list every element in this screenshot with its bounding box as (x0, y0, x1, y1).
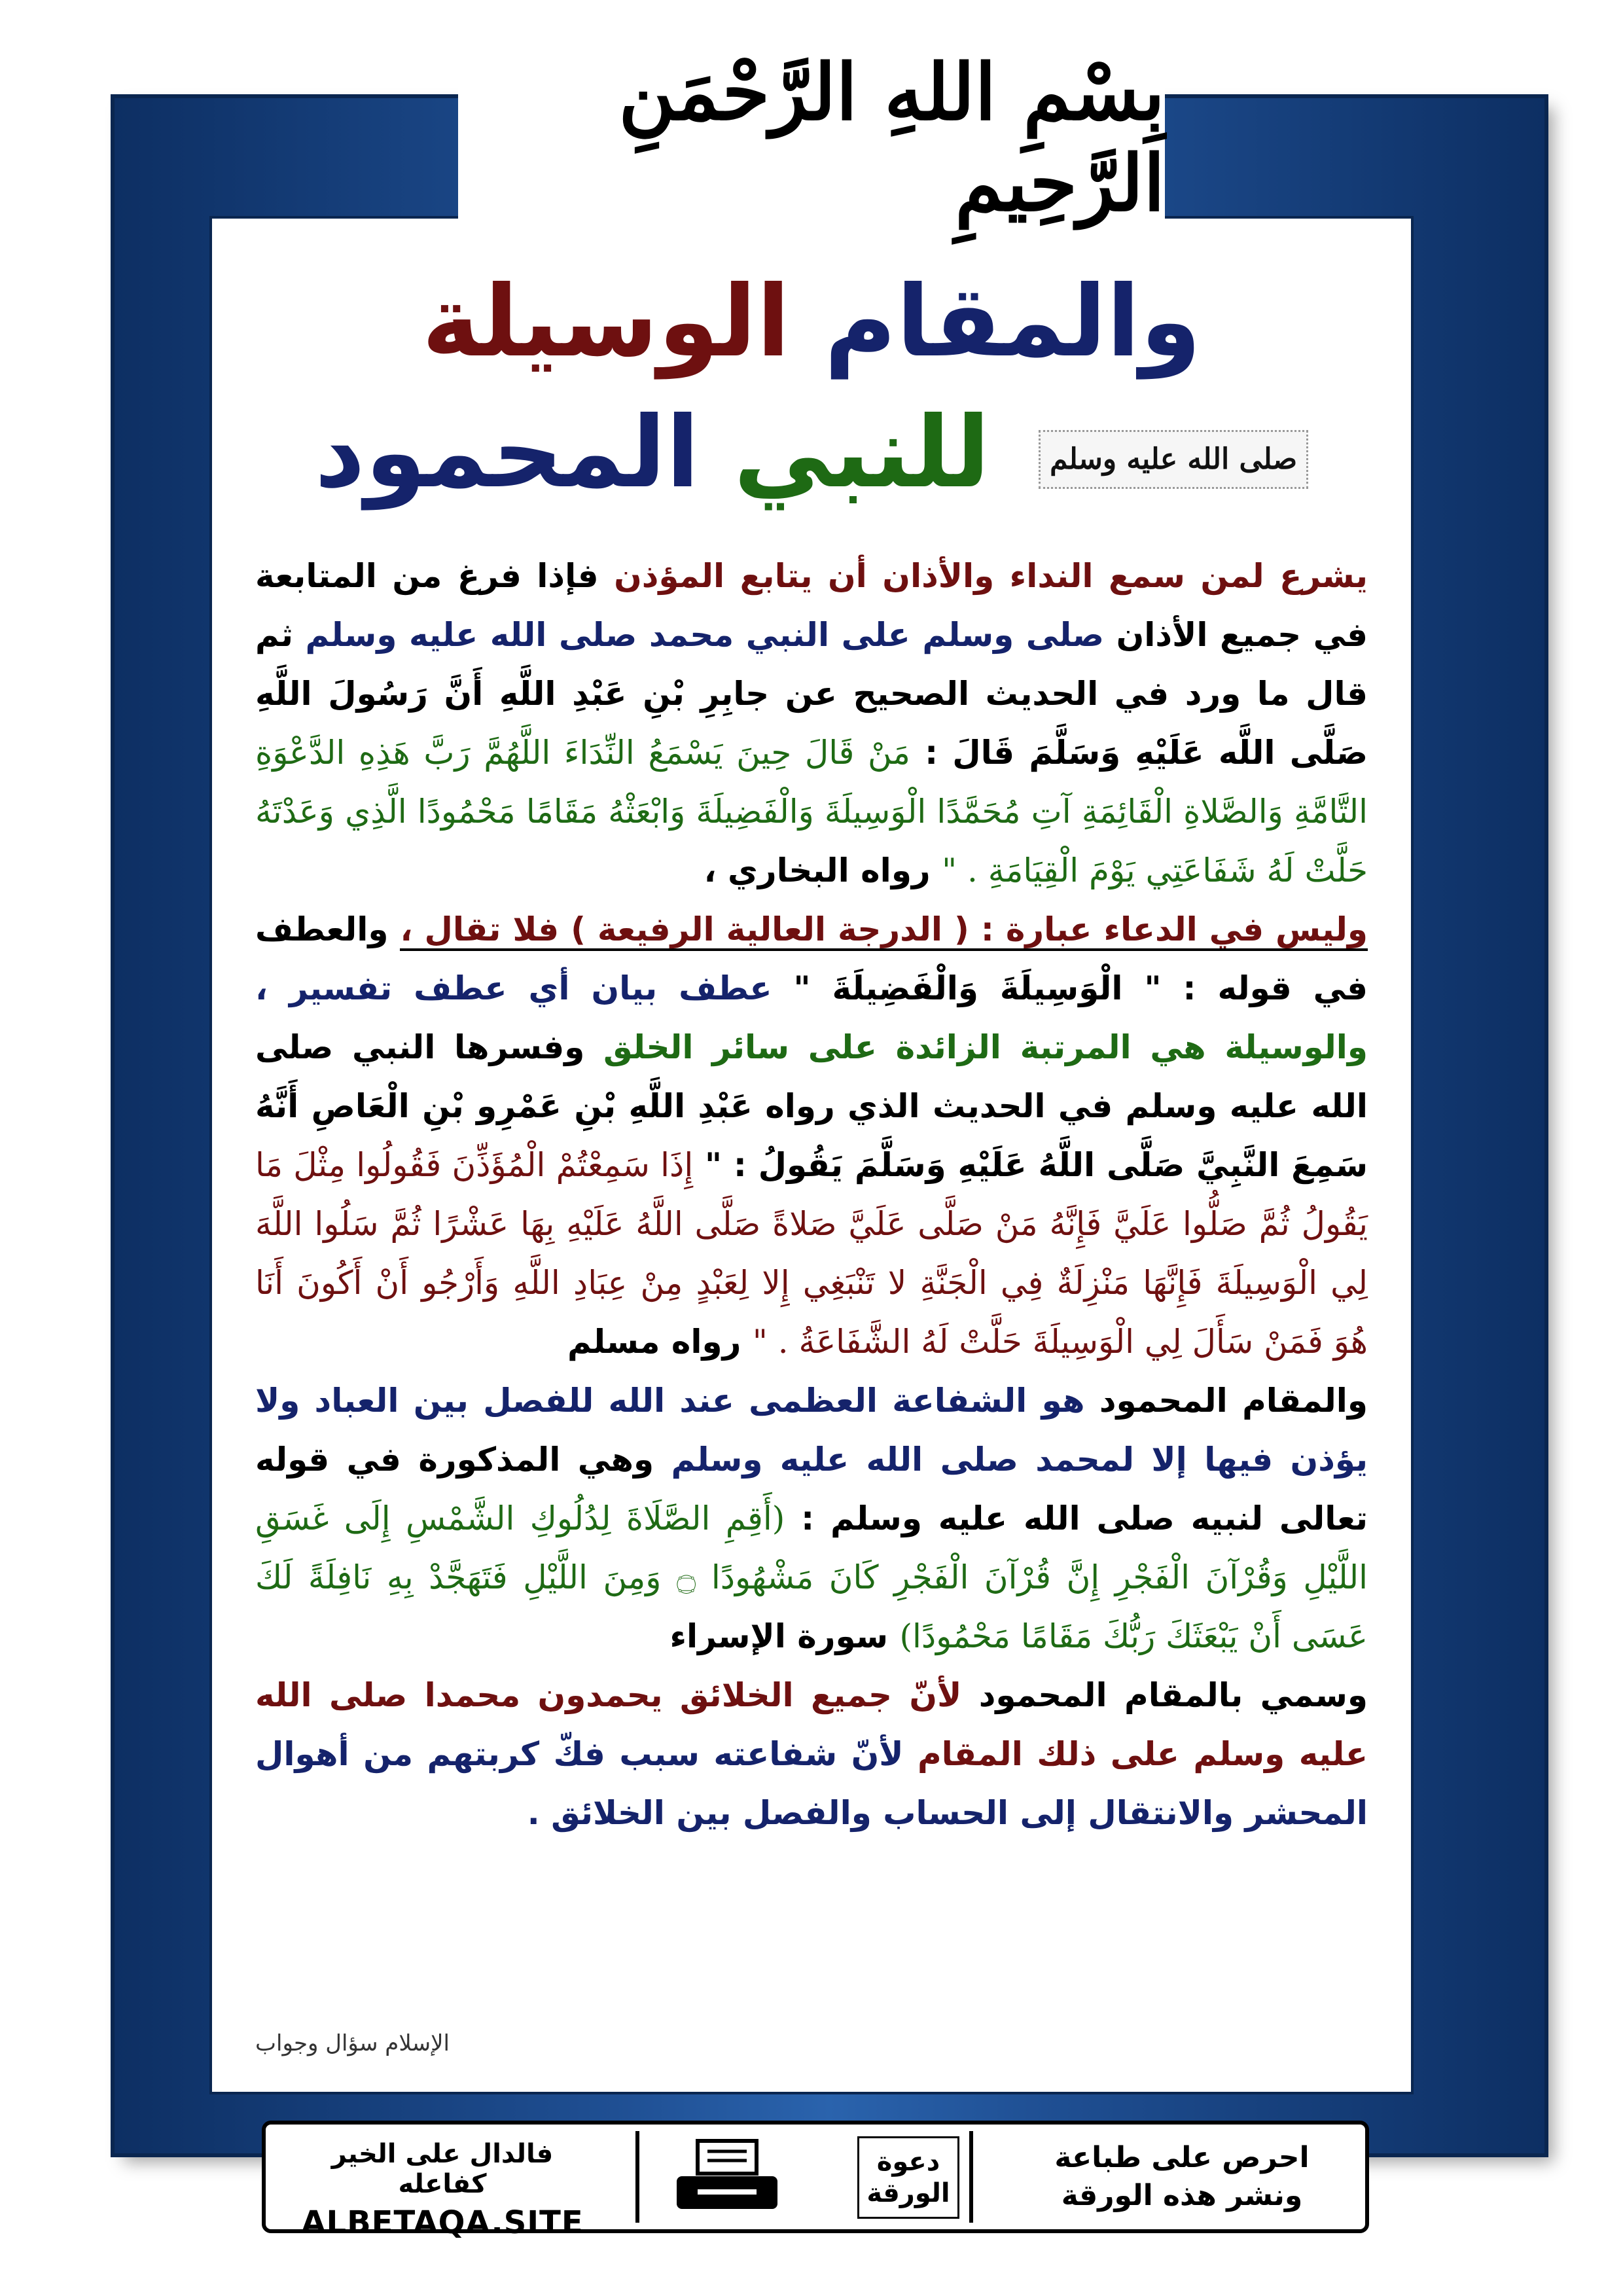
p2-segment-b: والعطف في قوله : " الْوَسِيلَةَ وَالْفَضِيلَةَ " (255, 910, 1368, 1007)
footer-divider (969, 2131, 973, 2223)
footer-banner (262, 2121, 1369, 2241)
hadith-bukhari: مَنْ قَالَ حِينَ يَسْمَعُ النِّدَاءَ اللَّهُمَّ رَبَّ هَذِهِ الدَّعْوَةِ التَّامَّةِ وَالصَّلاةِ الْقَائِمَةِ آتِ مُحَمَّدًا الْوَسِيلَةَ وَالْفَضِيلَةَ وَابْعَثْهُ مَقَامًا مَحْمُودًا الَّذِي وَعَدْتَهُ حَلَّتْ لَهُ شَفَاعَتِي يَوْمَ الْقِيَامَةِ . " (255, 734, 1368, 889)
page-title-line1 (0, 265, 1623, 379)
site-url: ALBETAQA.SITE (301, 2204, 584, 2241)
p4-segment-a: وسمي بالمقام المحمود (978, 1676, 1368, 1714)
p3-segment-c: وهي المذكورة في قوله تعالى لنبيه صلى الله عليه وسلم : (255, 1441, 1368, 1537)
paragraph-1 (255, 547, 1368, 900)
p2-segment-e: وفسرها النبي صلى الله عليه وسلم في الحديث الذي رواه عَبْدِ اللَّهِ بْنِ عَمْرِو بْنِ الْعَاصِ أَنَّهُ سَمِعَ النَّبِيَّ صَلَّى اللَّهُ عَلَيْهِ وَسَلَّمَ يَقُولُ : " (255, 1028, 1368, 1184)
footer-center (671, 2136, 959, 2219)
quran-verse: (أَقِمِ الصَّلَاةَ لِدُلُوكِ الشَّمْسِ إِلَى غَسَقِ اللَّيْلِ وَقُرْآنَ الْفَجْرِ إِنَّ قُرْآنَ الْفَجْرِ كَانَ مَشْهُودًا ۝ وَمِنَ اللَّيْلِ فَتَهَجَّدْ بِهِ نَافِلَةً لَكَ عَسَى أَنْ يَبْعَثَكَ رَبُّكَ مَقَامًا مَحْمُودًا) (255, 1499, 1368, 1655)
p4-segment-c: لأنّ شفاعته سبب فكّ كربتهم من أهوال المحشر والانتقال إلى الحساب والفصل بين الخلائق . (255, 1735, 1368, 1832)
title-word-nabi: للنبي (734, 396, 990, 510)
p2-segment-c: عطف بيان أي عطف تفسير ، (255, 969, 772, 1007)
footer-right-line1: احرص على طباعة (1054, 2141, 1310, 2174)
source-credit: الإسلام سؤال وجواب (255, 2030, 450, 2056)
source-bukhari: رواه البخاري ، (704, 852, 942, 889)
paragraph-2 (255, 900, 1368, 1371)
title-word-mahmud: المحمود (314, 396, 700, 510)
p2-segment-a: وليس في الدعاء عبارة : ( الدرجة العالية الرفيعة ) فلا تقال ، (400, 910, 1368, 951)
dawa-logo (857, 2136, 959, 2219)
p1-segment-d: ثم قال ما ورد في الحديث الصحيح عن جابِرِ بْنِ عَبْدِ اللَّهِ أَنَّ رَسُولَ اللَّهِ صَلَّى اللَّه عَلَيْهِ وَسَلَّمَ قَالَ : (255, 616, 1368, 772)
p3-segment-b: هو الشفاعة العظمى عند الله للفصل بين العباد ولا يؤذن فيها إلا لمحمد صلى الله عليه وسلم (255, 1382, 1368, 1479)
source-muslim: رواه مسلم (567, 1323, 753, 1361)
title-word-wasila: الوسيلة (421, 265, 791, 379)
footer-site (292, 2139, 593, 2241)
source-surah: سورة الإسراء (669, 1617, 900, 1655)
footer-print-note (1031, 2139, 1332, 2215)
title-word-maqam: والمقام (824, 265, 1202, 379)
paragraph-4 (255, 1666, 1368, 1842)
p1-segment-b: فإذا فرغ من المتابعة في جميع الأذان (255, 557, 1368, 654)
p1-segment-a: يشرع لمن سمع النداء والأذان أن يتابع المؤذن (614, 557, 1368, 595)
bismillah-text: بِسْمِ اللهِ الرَّحْمَنِ الرَّحِيمِ (618, 46, 1165, 228)
page-title-line2 (0, 396, 1623, 510)
p4-segment-b: لأنّ جميع الخلائق يحمدون محمدا صلى الله عليه وسلم على ذلك المقام (255, 1676, 1368, 1773)
paragraph-3 (255, 1371, 1368, 1666)
footer-right-line2: ونشر هذه الورقة (1061, 2179, 1303, 2212)
printer-icon (671, 2138, 783, 2217)
bismillah-calligraphy (458, 39, 1165, 236)
p1-segment-c: صلى وسلم على النبي محمد صلى الله عليه وسلم (305, 616, 1105, 654)
footer-left-line1: فالدال على الخير كفاعله (331, 2139, 554, 2199)
footer-divider-2 (635, 2131, 639, 2223)
article-body (255, 547, 1368, 1842)
p2-segment-d: والوسيلة هي المرتبة الزائدة على سائر الخلق (603, 1028, 1368, 1066)
hadith-muslim: إِذَا سَمِعْتُمْ الْمُؤَذِّنَ فَقُولُوا مِثْلَ مَا يَقُولُ ثُمَّ صَلُّوا عَلَيَّ فَإِنَّهُ مَنْ صَلَّى عَلَيَّ صَلاةً صَلَّى اللَّهُ عَلَيْهِ بِهَا عَشْرًا ثُمَّ سَلُوا اللَّهَ لِي الْوَسِيلَةَ فَإِنَّهَا مَنْزِلَةٌ فِي الْجَنَّةِ لا تَنْبَغِي إِلا لِعَبْدٍ مِنْ عِبَادِ اللَّهِ وَأَرْجُو أَنْ أَكُونَ أَنَا هُوَ فَمَنْ سَأَلَ لِي الْوَسِيلَةَ حَلَّتْ لَهُ الشَّفَاعَةُ . " (255, 1146, 1368, 1361)
logo-line2: الورقة (866, 2178, 950, 2208)
pbuh-calligraphy: صلى الله عليه وسلم (1039, 430, 1308, 489)
logo-line1: دعوة (876, 2147, 940, 2177)
p3-segment-a: والمقام المحمود (1099, 1382, 1368, 1420)
